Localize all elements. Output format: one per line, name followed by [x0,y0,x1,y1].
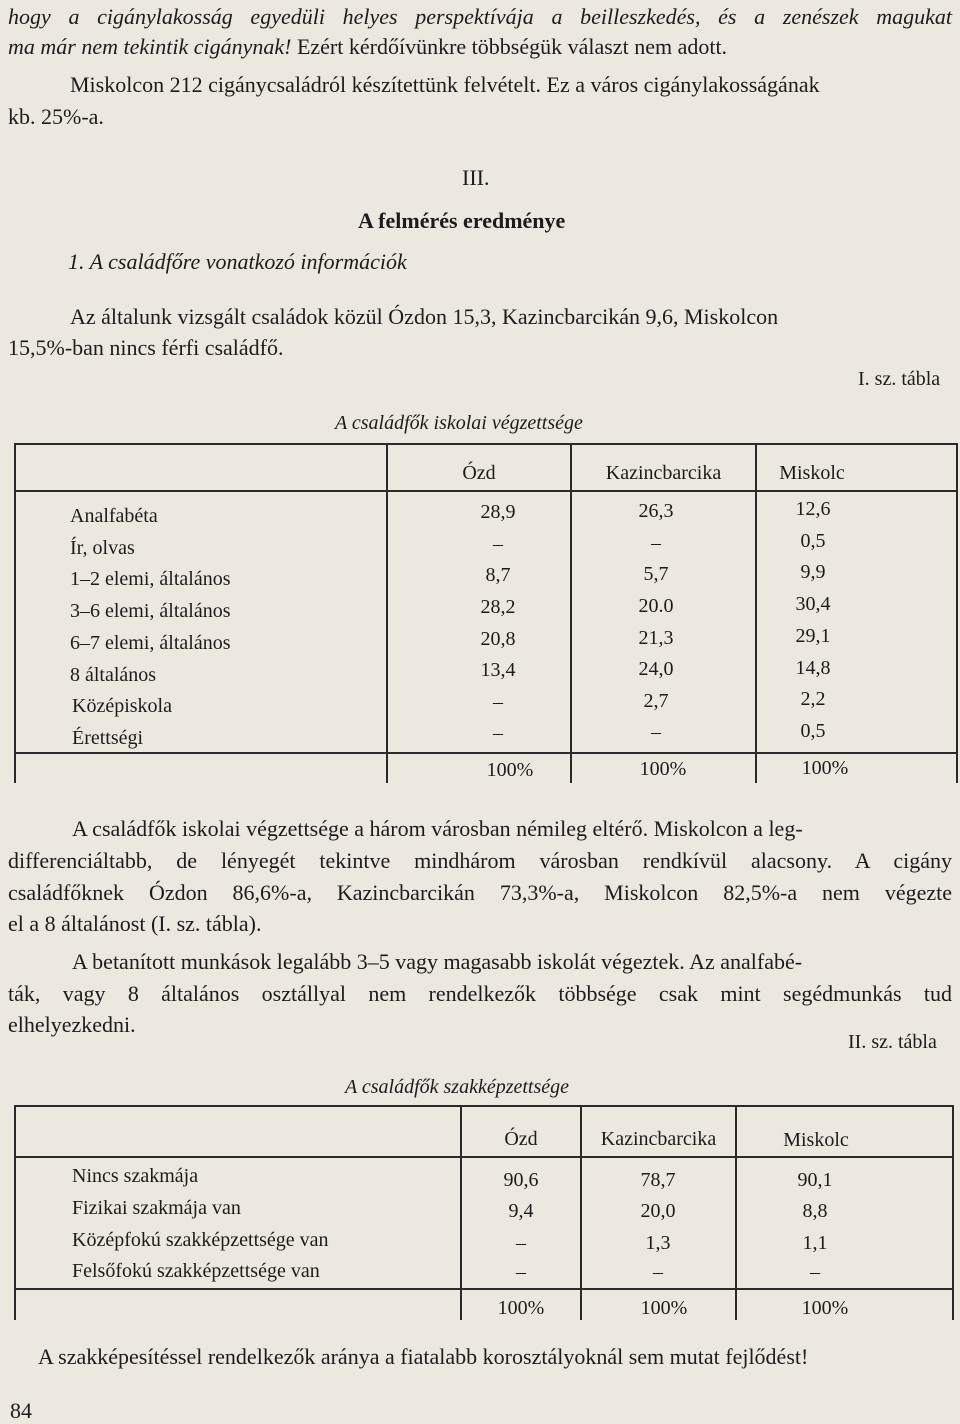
table2-cell: – [653,1261,663,1283]
para2-line-4: el a 8 általánost (I. sz. tábla). [8,911,262,936]
para3-line-3: elhelyezkedni. [8,1012,136,1037]
table2-cell: 1,3 [645,1232,671,1254]
closing-statement: A szakképesítéssel rendelkezők aránya a fiatalabb korosztályoknál sem mutat fejlődést! [38,1344,809,1369]
section-title: A felmérés eredménye [358,208,566,233]
table2-cell: 90,1 [797,1169,833,1191]
table1-cell: 5,7 [643,563,669,585]
table1-cell: – [651,721,661,743]
table2-total: 100% [801,1297,849,1319]
table2-row-label: Nincs szakmája [72,1165,199,1187]
table1-cell: – [651,532,661,554]
para3-line-1: A betanított munkások legalább 3–5 vagy magasabb iskolát végeztek. Az analfabé- [72,949,803,974]
table1-row-label: 8 általános [70,664,157,686]
table1-cell: 26,3 [638,500,674,522]
intro-line-3: Miskolcon 212 cigánycsaládról készítettünk felvételt. Ez a város cigánylakosságának [70,72,820,97]
para1-line-2: 15,5%-ban nincs férfi családfő. [8,335,284,360]
section-number: III. [462,165,490,190]
table1-col-ozd: Ózd [462,462,496,484]
table1-row-label: Ír, olvas [70,537,135,559]
table1-row-label: 3–6 elemi, általános [70,600,231,622]
table1-row-label: 1–2 elemi, általános [70,568,231,590]
table1-row-label: 6–7 elemi, általános [70,632,231,654]
table1-cell: 28,9 [480,501,516,523]
table1-total: 100% [639,758,687,780]
table1-cell: 20,8 [480,628,516,650]
table2-row-label: Fizikai szakmája van [72,1197,241,1219]
table1-cell: 2,2 [800,688,826,710]
table1-cell: 21,3 [638,627,674,649]
table2-cell: 90,6 [503,1169,539,1191]
table2-caption: A családfők szakképzettsége [345,1076,570,1098]
table2-col-ozd: Ózd [504,1128,538,1150]
table1-cell: 2,7 [643,690,669,712]
table1-cell: – [493,722,503,744]
table2-cell: – [516,1261,526,1283]
table1-total: 100% [801,757,849,779]
table1-cell: – [493,533,503,555]
table1-cell: 0,5 [800,720,826,742]
table2-cell: – [810,1261,820,1283]
para1-line-1: Az általunk vizsgált családok közül Ózdon 15,3, Kazincbarcikán 9,6, Miskolcon [70,304,779,329]
page-number: 84 [10,1398,32,1423]
table2-col-kazincbarcika: Kazincbarcika [600,1128,717,1150]
table1-cell: 20.0 [638,595,674,617]
table1-cell: 30,4 [795,593,831,615]
table2-row-label: Felsőfokú szakképzettsége van [72,1260,320,1282]
table2-cell: – [516,1232,526,1254]
table1-cell: – [493,691,503,713]
table1-cell: 8,7 [485,564,511,586]
table1-cell: 0,5 [800,530,826,552]
table1-row-label: Érettségi [72,727,144,749]
para2-line-1: A családfők iskolai végzettsége a három városban némileg eltérő. Miskolcon a leg- [72,816,803,841]
para2-line-3: családfőknek Ózdon 86,6%-a, Kazincbarcikán 73,3%-a, Miskolcon 82,5%-a nem végezte [8,880,952,905]
table1-col-kazincbarcika: Kazincbarcika [605,462,722,484]
table1-cell: 13,4 [480,659,516,681]
table1-cell: 9,9 [800,561,826,583]
table1-caption: A családfők iskolai végzettsége [335,412,583,434]
para3-line-2: ták, vagy 8 általános osztállyal nem rendelkezők többsége csak mint segédmunkás tud [8,981,952,1006]
table1-total: 100% [486,759,534,781]
intro-line-1: hogy a cigánylakosság egyedüli helyes perspektívája a beilleszkedés, és a zenészek magukat [8,4,952,29]
table2-col-miskolc: Miskolc [783,1129,849,1151]
table2-cell: 20,0 [640,1200,676,1222]
table1-col-miskolc: Miskolc [779,462,845,484]
table2-total: 100% [497,1297,545,1319]
table1-number: I. sz. tábla [858,368,941,390]
table1-cell: 12,6 [795,498,831,520]
table2-total: 100% [640,1297,688,1319]
table1-row-label: Középiskola [72,695,172,717]
table1-row-label: Analfabéta [70,505,158,527]
intro-line-2: ma már nem tekintik cigánynak! Ezért kérdőívünkre többségük választ nem adott. [8,34,728,59]
table2-cell: 78,7 [640,1169,676,1191]
table2-row-label: Középfokú szakképzettsége van [72,1229,329,1251]
table2-cell: 9,4 [508,1200,534,1222]
table1-cell: 28,2 [480,596,516,618]
table2-cell: 8,8 [802,1200,828,1222]
table2-cell: 1,1 [802,1232,828,1254]
table1-cell: 29,1 [795,625,831,647]
para2-line-2: differenciáltabb, de lényegét tekintve mindhárom városban rendkívül alacsony. A cigány [8,848,952,873]
subsection-title: 1. A családfőre vonatkozó információk [68,249,407,274]
intro-line-4: kb. 25%-a. [8,104,104,129]
table1-cell: 24,0 [638,658,674,680]
table2-number: II. sz. tábla [848,1031,937,1053]
table1-cell: 14,8 [795,657,831,679]
